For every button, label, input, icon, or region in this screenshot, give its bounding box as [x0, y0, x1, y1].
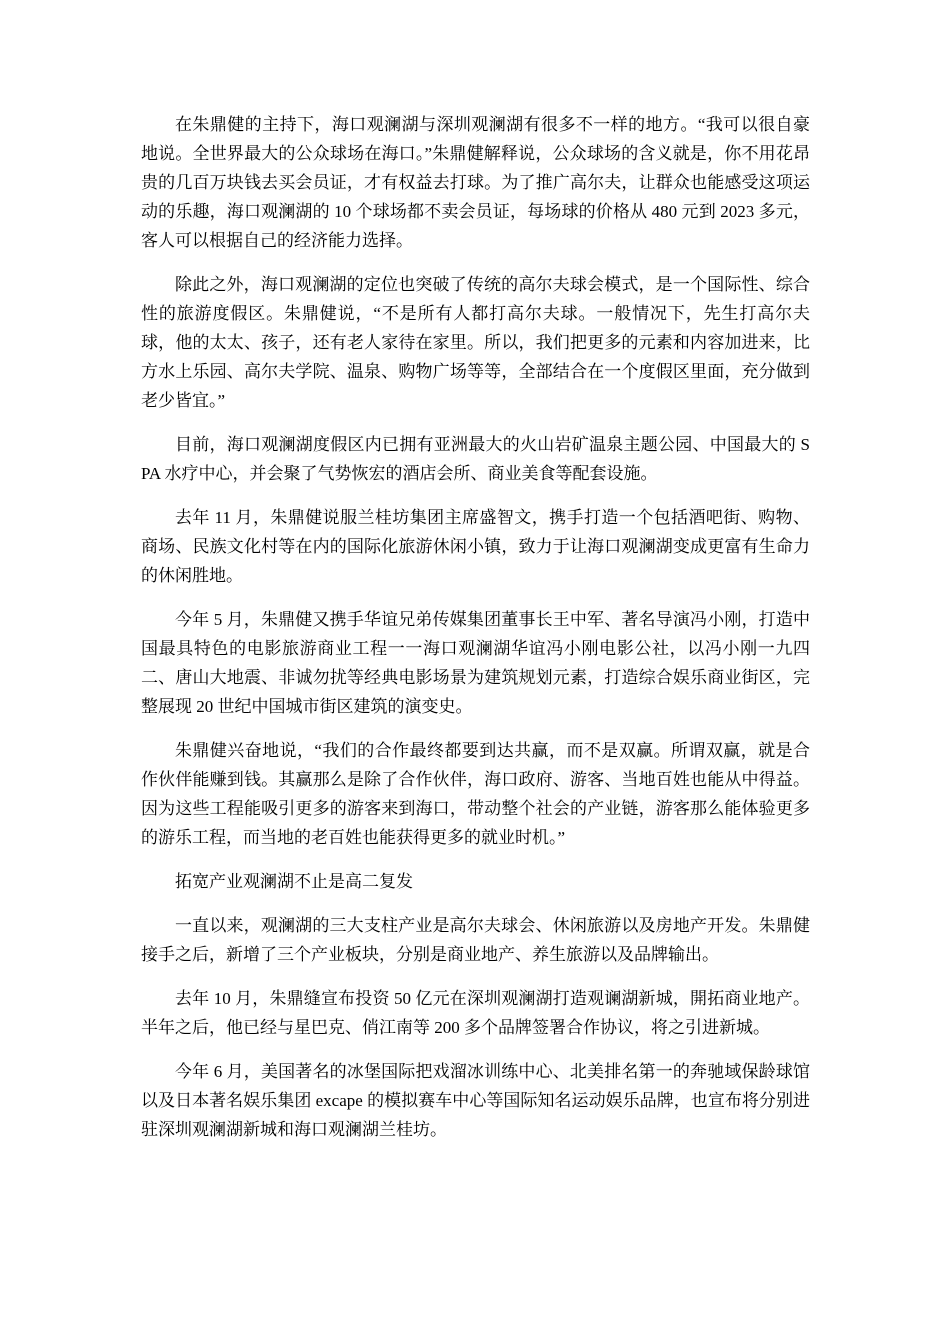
paragraph: 目前，海口观澜湖度假区内已拥有亚洲最大的火山岩矿温泉主题公园、中国最大的 SPA 水疗中心，并会聚了气势恢宏的酒店会所、商业美食等配套设施。 — [141, 435, 810, 483]
paragraph: 一直以来，观澜湖的三大支柱产业是高尔夫球会、休闲旅游以及房地产开发。朱鼎健接手之后，新增了三个产业板块，分别是商业地产、养生旅游以及品牌输出。 — [141, 916, 810, 964]
paragraph: 除此之外，海口观澜湖的定位也突破了传统的高尔夫球会模式，是一个国际性、综合性的旅游度假区。朱鼎健说，“不是所有人都打高尔夫球。一般情况下，先生打高尔夫球，他的太太、孩子，还有老人家待在家里。所以，我们把更多的元素和内容加进来，比方水上乐园、高尔夫学院、温泉、购物广场等等，全部结合在一个度假区里面，充分做到老少皆宜。” — [141, 275, 810, 410]
paragraph: 在朱鼎健的主持下，海口观澜湖与深圳观澜湖有很多不一样的地方。“我可以很自豪地说。全世界最大的公众球场在海口。”朱鼎健解释说，公众球场的含义就是，你不用花昂贵的几百万块钱去买会员证，才有权益去打球。为了推广高尔夫，让群众也能感受这项运动的乐趣，海口观澜湖的 10 个球场都不卖会员证，每场球的价格从 480 元到 2023 多元，客人可以根据自己的经济能力选择。 — [141, 115, 810, 250]
paragraph: 今年 6 月，美国著名的冰堡国际把戏溜冰训练中心、北美排名第一的奔驰域保龄球馆以及日本著名娱乐集团 excape 的模拟赛车中心等国际知名运动娱乐品牌，也宣布将分别进驻深圳观澜湖新城和海口观澜湖兰桂坊。 — [141, 1062, 810, 1139]
paragraph: 朱鼎健兴奋地说，“我们的合作最终都要到达共赢，而不是双赢。所谓双赢，就是合作伙伴能赚到钱。其赢那么是除了合作伙伴，海口政府、游客、当地百姓也能从中得益。因为这些工程能吸引更多的游客来到海口，带动整个社会的产业链，游客那么能体验更多的游乐工程，而当地的老百姓也能获得更多的就业时机。” — [141, 741, 810, 847]
section-heading: 拓宽产业观澜湖不止是高二复发 — [175, 872, 413, 891]
paragraph: 去年 11 月，朱鼎健说服兰桂坊集团主席盛智文，携手打造一个包括酒吧街、购物、商场、民族文化村等在内的国际化旅游休闲小镇，致力于让海口观澜湖变成更富有生命力的休闲胜地。 — [141, 508, 810, 585]
paragraph: 去年 10 月，朱鼎缝宣布投资 50 亿元在深圳观澜湖打造观谰湖新城，開拓商业地产。半年之后，他已经与星巴克、俏江南等 200 多个品牌签署合作协议，将之引进新城。 — [141, 989, 810, 1037]
document-body — [141, 110, 810, 1144]
paragraph: 今年 5 月，朱鼎健又携手华谊兄弟传媒集团董事长王中军、著名导演冯小刚，打造中国最具特色的电影旅游商业工程一一海口观澜湖华谊冯小刚电影公社，以冯小刚一九四二、唐山大地震、非诚勿扰等经典电影场景为建筑规划元素，打造综合娱乐商业街区，完整展现 20 世纪中国城市街区建筑的演变史。 — [141, 610, 810, 716]
